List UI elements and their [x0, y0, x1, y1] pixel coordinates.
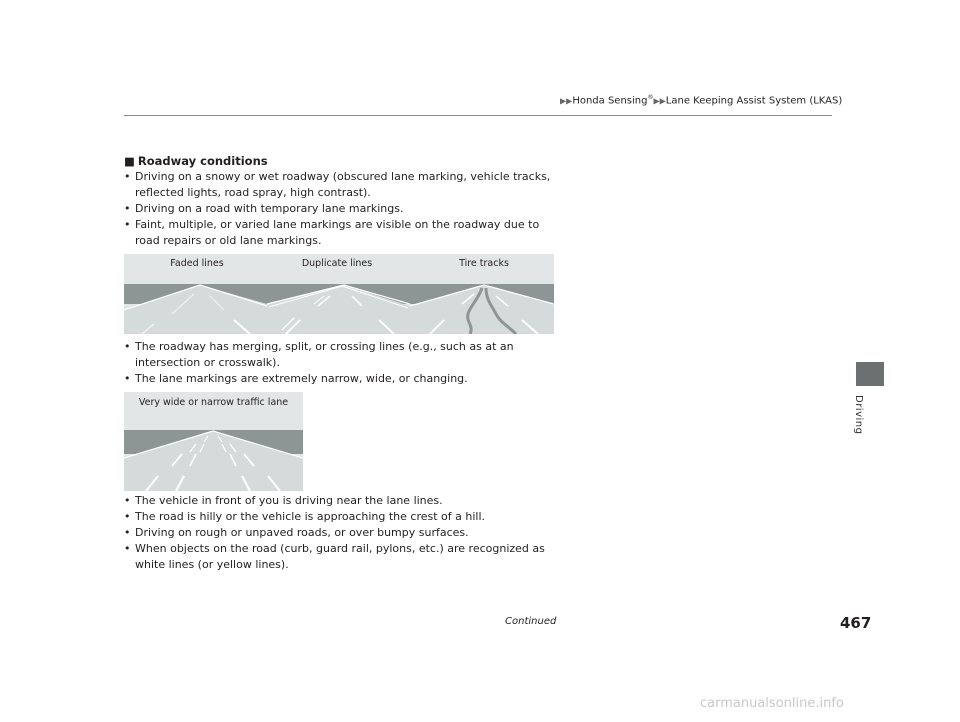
list-item: • Driving on rough or unpaved roads, or over bumpy surfaces. — [124, 526, 469, 539]
bullet-list-middle — [124, 339, 564, 387]
figure-label-duplicate-lines: Duplicate lines — [301, 258, 373, 269]
header-divider — [124, 115, 832, 116]
list-item: • The lane markings are extremely narrow, wide, or changing. — [124, 372, 468, 385]
figure-label-lane-width: Very wide or narrow traffic lane — [138, 397, 289, 408]
list-item: • When objects on the road (curb, guard rail, pylons, etc.) are recognized as white lines (or yellow lines). — [124, 542, 545, 571]
section-title-text: Roadway conditions — [137, 154, 268, 168]
figure-lane-markings — [124, 254, 554, 334]
list-item: • The vehicle in front of you is driving near the lane lines. — [124, 494, 443, 507]
breadcrumb-item-lkas[interactable]: Lane Keeping Assist System (LKAS) — [665, 95, 843, 107]
figure-label-tire-tracks: Tire tracks — [459, 258, 509, 269]
registered-mark: ® — [647, 94, 654, 101]
page-number: 467 — [840, 614, 872, 632]
list-item: • Driving on a road with temporary lane markings. — [124, 202, 404, 215]
continued-label: Continued — [505, 616, 557, 627]
triangle-right-icon: ▶▶ — [560, 96, 573, 106]
list-item: • The roadway has merging, split, or crossing lines (e.g., such as at an intersection or crosswalk). — [124, 340, 514, 369]
square-bullet-icon: ■ — [124, 154, 135, 168]
list-item: • Faint, multiple, or varied lane markings are visible on the roadway due to road repairs or old lane markings. — [124, 218, 540, 247]
chapter-tab-marker[interactable] — [856, 362, 884, 386]
road-illustration — [124, 430, 303, 491]
triangle-right-icon: ▶▶ — [653, 96, 666, 106]
figure-label-faded-lines: Faded lines — [170, 258, 224, 269]
breadcrumb — [560, 94, 843, 107]
section-title — [124, 154, 268, 168]
list-item: • Driving on a snowy or wet roadway (obscured lane marking, vehicle tracks, reflected lights, road spray, high contrast). — [124, 170, 551, 199]
road-illustration — [124, 284, 554, 334]
breadcrumb-item-honda-sensing[interactable]: Honda Sensing — [572, 95, 648, 107]
list-item: • The road is hilly or the vehicle is approaching the crest of a hill. — [124, 510, 486, 523]
chapter-tab-label: Driving — [853, 395, 864, 435]
bullet-list-bottom — [124, 493, 564, 573]
bullet-list-top — [124, 169, 564, 249]
figure-lane-width — [124, 392, 303, 491]
watermark: carmanualsonline.info — [700, 696, 844, 711]
